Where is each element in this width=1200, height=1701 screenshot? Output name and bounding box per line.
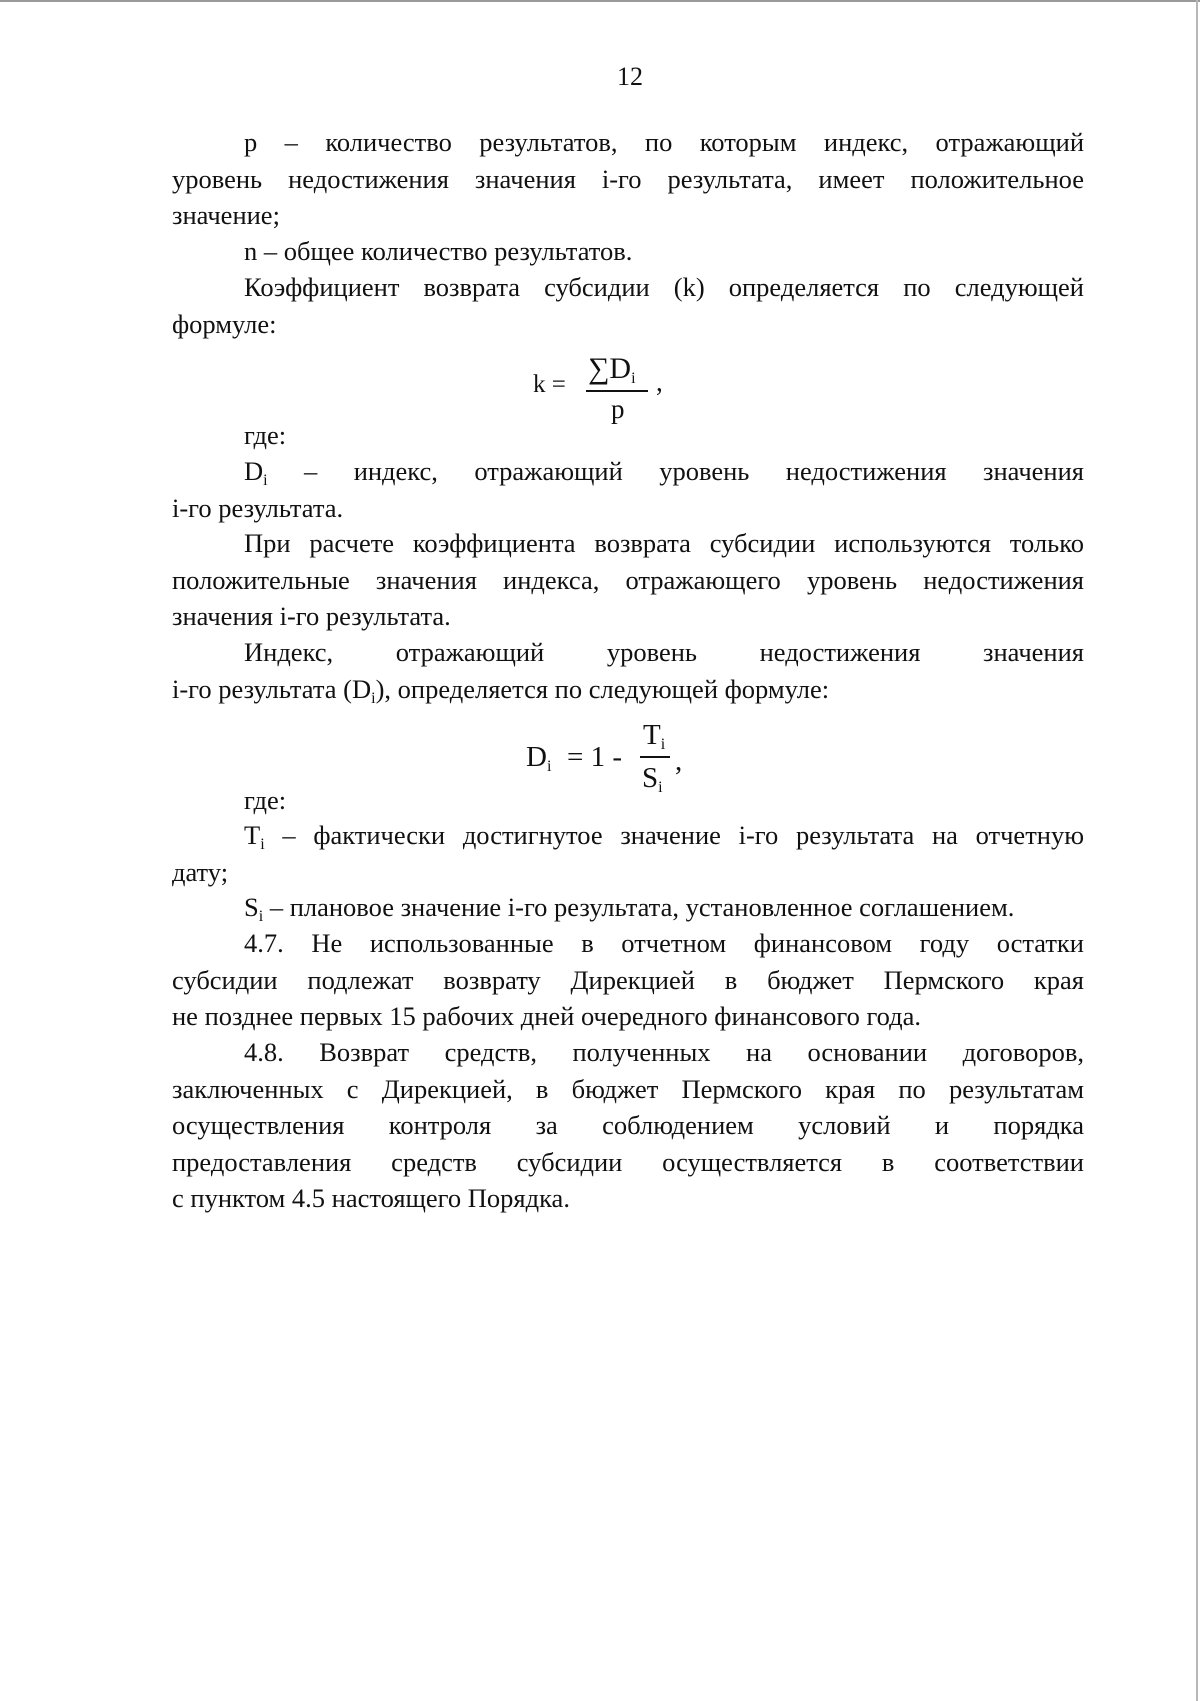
symbol-s: S: [244, 892, 259, 922]
paragraph-positive-values: [172, 525, 1084, 635]
formula-k-sub-i: i: [631, 370, 636, 387]
formula-d-lhs: [526, 741, 551, 774]
formula-k-comma: ,: [656, 367, 663, 397]
formula-k-denominator: p: [611, 394, 625, 424]
text-span: – индекс, отражающий уровень недостижения значения: [267, 456, 1084, 486]
symbol-sub: i: [263, 472, 268, 489]
formula-d-s-sub: i: [658, 779, 663, 796]
text-line: положительные значения индекса, отражающего уровень недостижения: [172, 564, 1084, 595]
symbol-d: D: [244, 456, 264, 486]
paragraph-si-definition: [172, 889, 1084, 926]
text-line: [172, 453, 1084, 490]
text-line: Коэффициент возврата субсидии (k) определяется по следующей: [244, 272, 1084, 302]
formula-k-sum-di: ∑D: [588, 352, 632, 385]
paragraph-ti-definition: [172, 817, 1084, 890]
paragraph-4-7: [172, 925, 1084, 1035]
paragraph-di-definition: [172, 453, 1084, 526]
text-span: ), определяется по следующей формуле:: [375, 673, 830, 704]
formula-d-symbol: D: [526, 741, 547, 773]
text-line: Индекс, отражающий уровень недостижения значения: [244, 637, 1084, 667]
formula-d-s: S: [642, 762, 659, 794]
text-line: значение;: [172, 200, 280, 230]
text-line: n – общее количество результатов.: [244, 236, 633, 266]
symbol-sub: i: [258, 908, 264, 925]
symbol-sub: i: [371, 689, 376, 707]
text-line: 4.7. Не использованные в отчетном финансовом году остатки: [244, 928, 1084, 958]
formula-d-t-sub: i: [660, 736, 666, 753]
where-label-1: [172, 417, 1084, 454]
page-number: 12: [617, 62, 643, 91]
formula-k-lhs: k =: [533, 371, 566, 398]
text-line: [172, 817, 1084, 854]
text-line: осуществления контроля за соблюдением условий и порядка: [172, 1110, 1084, 1140]
text-line: с пунктом 4.5 настоящего Порядка.: [172, 1183, 570, 1213]
scan-edge-right: [1196, 0, 1198, 1701]
text-line: [172, 889, 1084, 926]
symbol-t: T: [244, 820, 261, 850]
formula-d-mid: = 1 -: [567, 741, 623, 773]
text-line: дату;: [172, 856, 229, 887]
paragraph-p-definition: [172, 124, 1084, 234]
text-line: значения i-го результата.: [172, 601, 451, 631]
text-line: р – количество результатов, по которым индекс, отражающий: [244, 127, 1084, 157]
formula-d-numerator: [643, 719, 665, 752]
text-line: формуле:: [172, 308, 277, 339]
text-line: [172, 671, 1084, 708]
symbol-sub: i: [260, 836, 265, 853]
text-line: где:: [244, 785, 287, 815]
text-line: При расчете коэффициента возврата субсидии используются только: [244, 528, 1084, 558]
paragraph-4-8: [172, 1034, 1084, 1217]
formula-k-numerator: [588, 352, 636, 386]
text-line: заключенных с Дирекцией, в бюджет Пермского края по результатам: [172, 1073, 1084, 1104]
paragraph-index-intro: [172, 634, 1084, 707]
text-line: 4.8. Возврат средств, полученных на основании договоров,: [244, 1037, 1084, 1067]
text-span: – фактически достигнутое значение i-го результата на отчетную: [264, 820, 1084, 850]
text-line: не позднее первых 15 рабочих дней очередного финансового года.: [172, 1001, 922, 1031]
text-line: где:: [244, 420, 287, 450]
paragraph-n-definition: [172, 233, 1084, 270]
paragraph-k-intro: [172, 269, 1084, 342]
scan-edge-top: [0, 0, 1200, 2]
text-line: уровень недостижения значения i-го результата, имеет положительное: [172, 163, 1084, 194]
formula-d-comma: ,: [675, 745, 683, 777]
formula-d-fraction-bar: [640, 756, 670, 758]
formula-d-sub: i: [546, 758, 552, 775]
where-label-2: [172, 782, 1084, 819]
text-span: – плановое значение i-го результата, установленное соглашением.: [263, 892, 1015, 922]
text-span: i-го результата (D: [172, 673, 372, 704]
formula-k-fraction-bar: [586, 390, 648, 392]
text-line: предоставления средств субсидии осуществляется в соответствии: [172, 1146, 1084, 1177]
text-line: i-го результата.: [172, 492, 344, 523]
text-line: субсидии подлежат возврату Дирекцией в бюджет Пермского края: [172, 964, 1084, 995]
formula-d-t: T: [643, 719, 661, 751]
